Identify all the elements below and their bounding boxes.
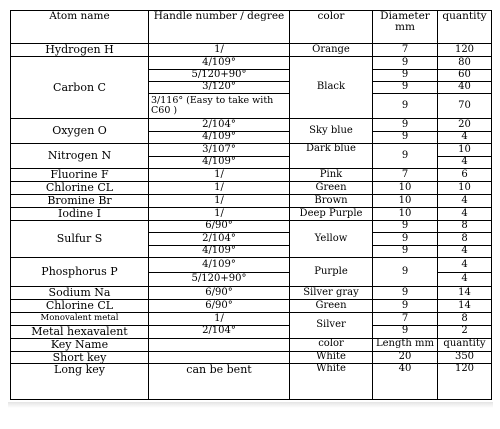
quantity-cell: 4 (438, 156, 492, 168)
key-header-length: Length mm (373, 338, 438, 351)
table-row (11, 258, 492, 273)
color-cell: Yellow (290, 220, 373, 257)
atom-name: Metal hexavalent (11, 325, 149, 338)
key-header-quantity: quantity (438, 338, 492, 351)
handle-cell: 4/109° (149, 245, 290, 257)
quantity-cell: 4 (438, 131, 492, 143)
key-header-row (11, 338, 492, 351)
quantity-cell: 14 (438, 300, 492, 313)
table-row (11, 57, 492, 69)
atom-name: Oxygen O (11, 119, 149, 144)
table-row (11, 364, 492, 400)
table-row (11, 325, 492, 338)
color-cell: Sky blue (290, 119, 373, 144)
diameter-cell: 10 (373, 181, 438, 194)
handle-cell: 1/ (149, 44, 290, 57)
color-cell: Black (290, 57, 373, 119)
key-length: 40 (373, 364, 438, 400)
atom-name: Fluorine F (11, 168, 149, 181)
header-row (11, 11, 492, 44)
table-row (11, 144, 492, 156)
handle-cell: 4/109° (149, 131, 290, 143)
header-diameter: Diameter mm (373, 11, 438, 44)
atom-name: Phosphorus P (11, 258, 149, 287)
quantity-cell: 4 (438, 245, 492, 257)
quantity-cell: 4 (438, 194, 492, 207)
quantity-cell: 4 (438, 258, 492, 273)
handle-cell: 3/116° (Easy to take with C60 ) (149, 94, 290, 119)
handle-cell: 1/ (149, 313, 290, 325)
handle-cell: 6/90° (149, 300, 290, 313)
quantity-cell: 10 (438, 181, 492, 194)
atom-name: Hydrogen H (11, 44, 149, 57)
table-row (11, 119, 492, 131)
handle-cell: 4/109° (149, 57, 290, 69)
quantity-cell: 120 (438, 44, 492, 57)
diameter-cell: 9 (373, 325, 438, 338)
key-header-blank (149, 338, 290, 351)
quantity-cell: 10 (438, 144, 492, 156)
diameter-cell: 7 (373, 44, 438, 57)
handle-cell: 3/120° (149, 81, 290, 93)
color-cell: Silver (290, 313, 373, 338)
diameter-cell: 9 (373, 233, 438, 245)
quantity-cell: 2 (438, 325, 492, 338)
header-atom-name: Atom name (11, 11, 149, 44)
atom-spec-table (10, 10, 492, 400)
table-row (11, 313, 492, 325)
quantity-cell: 60 (438, 69, 492, 81)
color-cell: Purple (290, 258, 373, 287)
quantity-cell: 4 (438, 207, 492, 220)
diameter-cell: 9 (373, 57, 438, 69)
handle-cell: 5/120+90° (149, 69, 290, 81)
atom-name: Sodium Na (11, 287, 149, 300)
table-row (11, 44, 492, 57)
key-name: Long key (11, 364, 149, 400)
table-row (11, 220, 492, 232)
key-quantity: 350 (438, 351, 492, 364)
atom-name: Monovalent metal (11, 313, 149, 325)
color-cell: Pink (290, 168, 373, 181)
table-row (11, 207, 492, 220)
handle-cell: 6/90° (149, 220, 290, 232)
key-quantity: 120 (438, 364, 492, 400)
key-color: White (290, 364, 373, 400)
key-length: 20 (373, 351, 438, 364)
table-row (11, 300, 492, 313)
key-handle: can be bent (149, 364, 290, 400)
diameter-cell: 10 (373, 194, 438, 207)
color-cell: Green (290, 300, 373, 313)
handle-cell: 4/109° (149, 156, 290, 168)
quantity-cell: 6 (438, 168, 492, 181)
header-color: color (290, 11, 373, 44)
atom-name: Iodine I (11, 207, 149, 220)
key-name: Short key (11, 351, 149, 364)
diameter-cell: 9 (373, 245, 438, 257)
key-handle (149, 351, 290, 364)
atom-name: Carbon C (11, 57, 149, 119)
color-cell: Deep Purple (290, 207, 373, 220)
diameter-cell: 9 (373, 94, 438, 119)
quantity-cell: 14 (438, 287, 492, 300)
handle-cell: 1/ (149, 168, 290, 181)
quantity-cell: 8 (438, 313, 492, 325)
diameter-cell: 9 (373, 69, 438, 81)
key-header-name: Key Name (11, 338, 149, 351)
diameter-cell: 9 (373, 119, 438, 131)
handle-cell: 2/104° (149, 119, 290, 131)
diameter-cell: 9 (373, 144, 438, 169)
table-row (11, 194, 492, 207)
color-cell: Orange (290, 44, 373, 57)
color-cell: Green (290, 181, 373, 194)
diameter-cell: 9 (373, 287, 438, 300)
atom-name: Sulfur S (11, 220, 149, 257)
handle-cell: 6/90° (149, 287, 290, 300)
diameter-cell: 7 (373, 313, 438, 325)
handle-cell: 4/109° (149, 258, 290, 273)
page-shadow (8, 402, 493, 408)
handle-cell: 2/104° (149, 233, 290, 245)
table-row (11, 181, 492, 194)
table-row (11, 287, 492, 300)
handle-cell: 1/ (149, 207, 290, 220)
handle-cell: 2/104° (149, 325, 290, 338)
key-header-color: color (290, 338, 373, 351)
handle-cell: 1/ (149, 194, 290, 207)
handle-cell: 3/107° (149, 144, 290, 156)
atom-name: Chlorine CL (11, 300, 149, 313)
header-handle: Handle number / degree (149, 11, 290, 44)
atom-name: Bromine Br (11, 194, 149, 207)
quantity-cell: 40 (438, 81, 492, 93)
diameter-cell: 9 (373, 131, 438, 143)
quantity-cell: 20 (438, 119, 492, 131)
color-cell: Silver gray (290, 287, 373, 300)
table-row (11, 351, 492, 364)
diameter-cell: 9 (373, 258, 438, 287)
color-cell: Dark blue (290, 144, 373, 169)
diameter-cell: 9 (373, 300, 438, 313)
quantity-cell: 4 (438, 272, 492, 287)
handle-cell: 5/120+90° (149, 272, 290, 287)
atom-name: Chlorine CL (11, 181, 149, 194)
header-quantity: quantity (438, 11, 492, 44)
quantity-cell: 8 (438, 233, 492, 245)
diameter-cell: 7 (373, 168, 438, 181)
quantity-cell: 8 (438, 220, 492, 232)
color-cell: Brown (290, 194, 373, 207)
diameter-cell: 10 (373, 207, 438, 220)
quantity-cell: 70 (438, 94, 492, 119)
diameter-cell: 9 (373, 220, 438, 232)
handle-cell: 1/ (149, 181, 290, 194)
atom-name: Nitrogen N (11, 144, 149, 169)
diameter-cell: 9 (373, 81, 438, 93)
quantity-cell: 80 (438, 57, 492, 69)
table-row (11, 168, 492, 181)
key-color: White (290, 351, 373, 364)
